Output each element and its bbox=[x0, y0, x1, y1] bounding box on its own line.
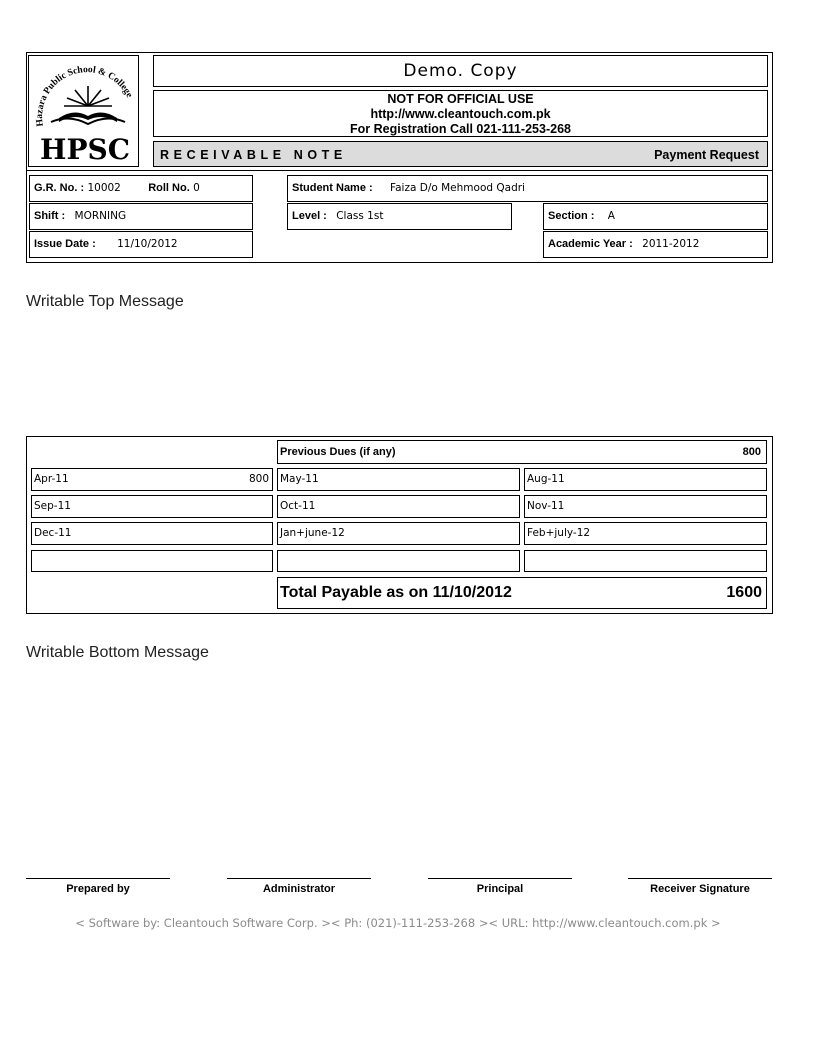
school-logo bbox=[29, 56, 138, 166]
level-value: Class 1st bbox=[336, 210, 384, 222]
issue-date-label: Issue Date : bbox=[34, 238, 96, 250]
signature-line bbox=[227, 878, 371, 879]
month-cell bbox=[277, 495, 520, 518]
gr-value: 10002 bbox=[87, 182, 121, 194]
month-cell bbox=[277, 468, 520, 491]
school-logo-box bbox=[28, 55, 139, 167]
shift-value: MORNING bbox=[74, 210, 127, 222]
logo-monogram: HPSC bbox=[39, 133, 131, 166]
shift-label: Shift : bbox=[34, 210, 66, 222]
level-field bbox=[287, 203, 512, 230]
month-cell bbox=[524, 495, 767, 518]
document-purpose: Payment Request bbox=[654, 148, 759, 162]
issue-date-field bbox=[29, 231, 253, 258]
total-payable-row bbox=[277, 577, 767, 609]
month-cell bbox=[277, 522, 520, 545]
document-type: RECEIVABLE NOTE bbox=[160, 148, 347, 162]
header-divider bbox=[26, 170, 773, 171]
gr-label: G.R. No. : bbox=[34, 182, 85, 194]
month-cell bbox=[524, 522, 767, 545]
month-cell bbox=[31, 468, 273, 491]
gr-roll-field bbox=[29, 175, 253, 202]
month-label: Feb+july-12 bbox=[527, 527, 591, 539]
copy-title-text: Demo. Copy bbox=[403, 61, 518, 81]
month-label: Apr-11 bbox=[34, 473, 69, 485]
month-label: Sep-11 bbox=[34, 500, 71, 512]
issue-date-value: 11/10/2012 bbox=[117, 238, 178, 250]
month-label: May-11 bbox=[280, 473, 319, 485]
academic-year-label: Academic Year : bbox=[548, 238, 633, 250]
month-label: Dec-11 bbox=[34, 527, 72, 539]
section-field bbox=[543, 203, 768, 230]
section-label: Section : bbox=[548, 210, 595, 222]
roll-label: Roll No. bbox=[148, 182, 190, 194]
software-footer: < Software by: Cleantouch Software Corp. >< Ph: (021)-111-253-268 >< URL: http://www.cleantouch.com.pk > bbox=[75, 916, 721, 930]
previous-dues-row bbox=[277, 440, 767, 464]
signature-line bbox=[26, 878, 170, 879]
student-name-field bbox=[287, 175, 768, 202]
student-name-label: Student Name : bbox=[292, 182, 373, 194]
month-label: Jan+june-12 bbox=[280, 527, 345, 539]
signature-prepared-by: Prepared by bbox=[66, 883, 130, 895]
top-message: Writable Top Message bbox=[26, 293, 184, 310]
signature-receiver: Receiver Signature bbox=[650, 883, 750, 895]
empty-cell bbox=[277, 550, 520, 572]
month-label: Nov-11 bbox=[527, 500, 565, 512]
empty-cell bbox=[31, 550, 273, 572]
academic-year-field bbox=[543, 231, 768, 258]
document-type-bar bbox=[153, 141, 768, 167]
roll-value: 0 bbox=[193, 182, 200, 194]
section-value: A bbox=[607, 210, 615, 222]
total-payable-label: Total Payable as on 11/10/2012 bbox=[280, 584, 512, 601]
month-label: Aug-11 bbox=[527, 473, 565, 485]
signature-line bbox=[428, 878, 572, 879]
month-amount: 800 bbox=[248, 473, 269, 485]
total-payable-value: 1600 bbox=[726, 584, 762, 601]
signature-administrator: Administrator bbox=[262, 883, 336, 895]
academic-year-value: 2011-2012 bbox=[642, 238, 700, 250]
signature-principal: Principal bbox=[476, 883, 524, 895]
month-cell bbox=[524, 468, 767, 491]
student-name-value: Faiza D/o Mehmood Qadri bbox=[390, 182, 525, 194]
previous-dues-value: 800 bbox=[742, 446, 761, 458]
notice-line-2: http://www.cleantouch.com.pk bbox=[370, 107, 551, 121]
level-label: Level : bbox=[292, 210, 327, 222]
signature-line bbox=[628, 878, 772, 879]
notice-box bbox=[153, 90, 768, 137]
month-cell bbox=[31, 495, 273, 518]
bottom-message: Writable Bottom Message bbox=[26, 644, 209, 661]
notice-line-1: NOT FOR OFFICIAL USE bbox=[387, 92, 534, 106]
empty-cell bbox=[524, 550, 767, 572]
logo-arc-text: Hazara Public School & College bbox=[35, 65, 135, 127]
shift-field bbox=[29, 203, 253, 230]
notice-line-3: For Registration Call 021-111-253-268 bbox=[350, 122, 571, 136]
copy-title bbox=[153, 55, 768, 87]
month-cell bbox=[31, 522, 273, 545]
month-label: Oct-11 bbox=[280, 500, 316, 512]
previous-dues-label: Previous Dues (if any) bbox=[280, 446, 396, 458]
